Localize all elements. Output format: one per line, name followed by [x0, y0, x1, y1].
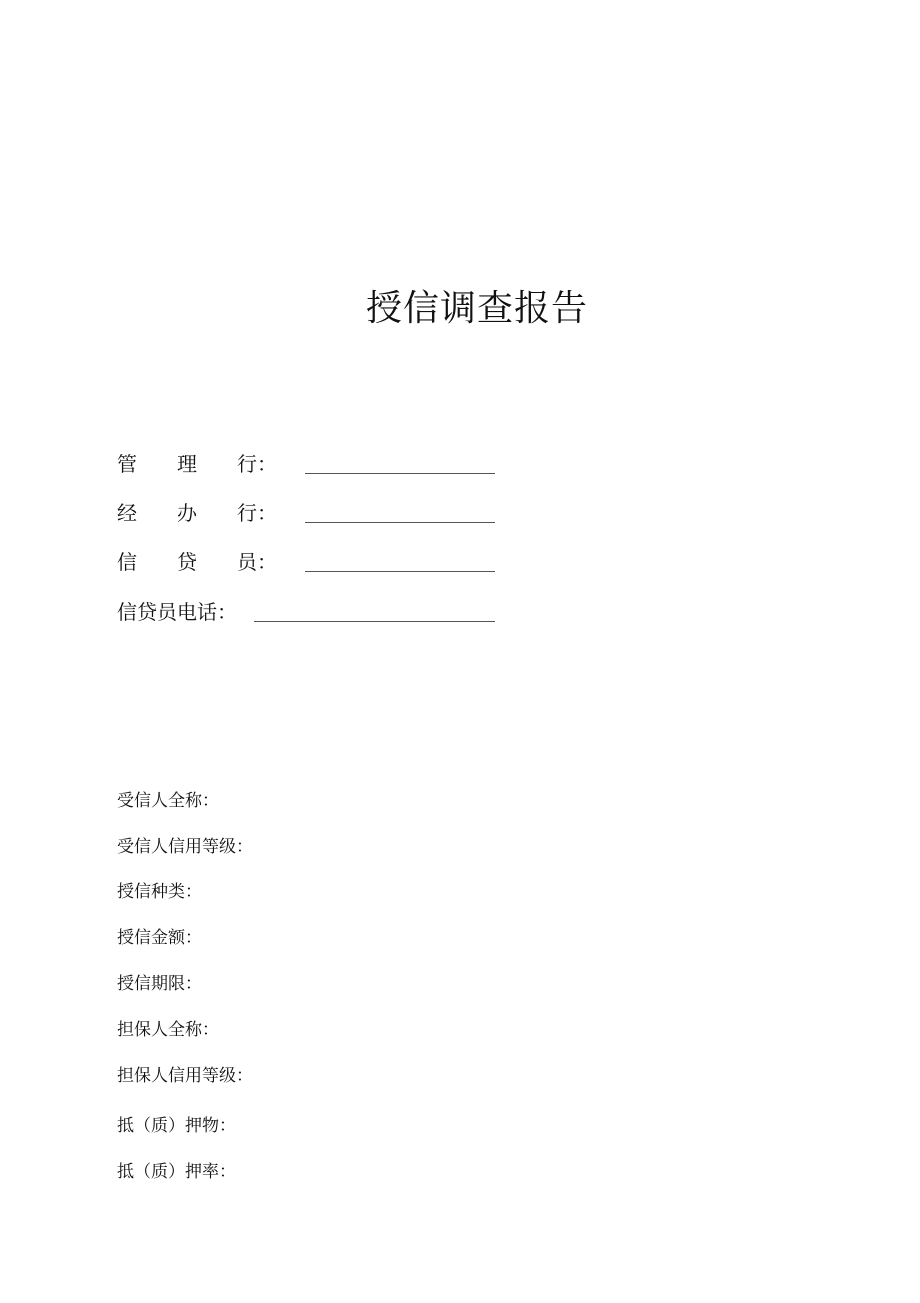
managing-branch-blank[interactable]	[305, 473, 495, 474]
info-collateral: 抵（质）押物：	[117, 1116, 236, 1136]
handling-branch-label: 经 办 行：	[117, 501, 277, 525]
loan-officer-phone-label: 信贷员电话：	[117, 600, 237, 624]
report-title: 授信调查报告	[365, 288, 588, 329]
loan-officer-blank[interactable]	[305, 571, 495, 572]
info-borrower-credit-rating: 受信人信用等级：	[117, 837, 253, 857]
loan-officer-phone-blank[interactable]	[254, 621, 495, 622]
info-credit-type: 授信种类：	[117, 882, 202, 902]
handling-branch-blank[interactable]	[305, 522, 495, 523]
info-collateral-ratio: 抵（质）押率：	[117, 1162, 236, 1182]
info-credit-term: 授信期限：	[117, 974, 202, 994]
managing-branch-label: 管 理 行：	[117, 452, 277, 476]
info-guarantor-credit-rating: 担保人信用等级：	[117, 1066, 253, 1086]
loan-officer-label: 信 贷 员：	[117, 550, 277, 574]
info-borrower-full-name: 受信人全称：	[117, 791, 219, 811]
info-guarantor-full-name: 担保人全称：	[117, 1020, 219, 1040]
info-credit-amount: 授信金额：	[117, 928, 202, 948]
